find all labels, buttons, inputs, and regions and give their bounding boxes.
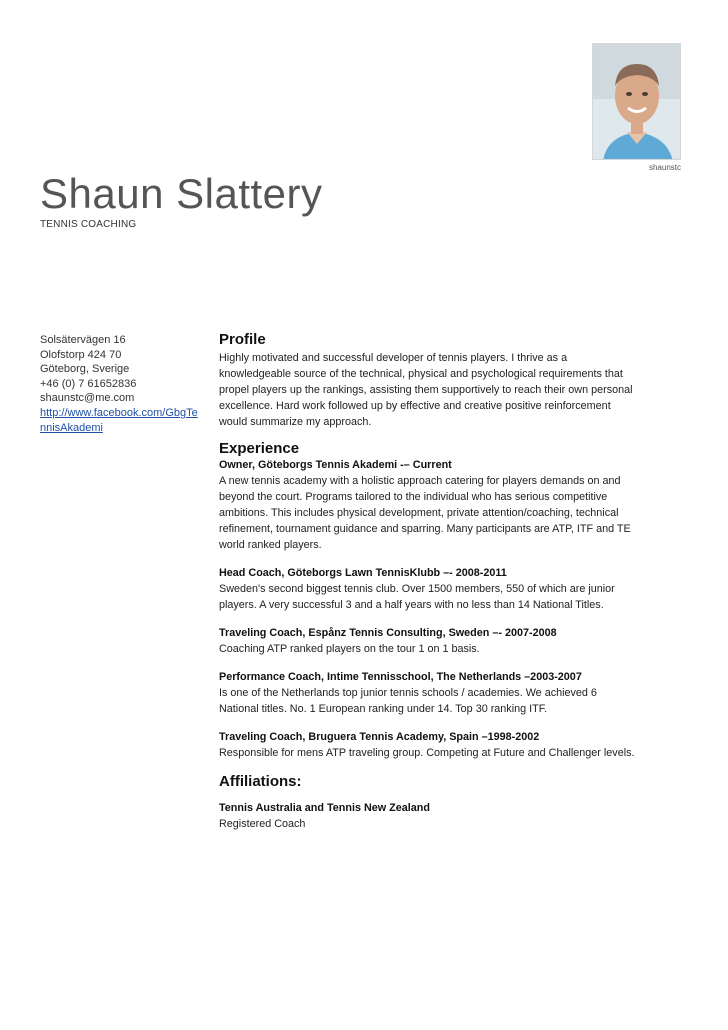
- website-link[interactable]: http://www.facebook.com/GbgTennisAkademi: [40, 406, 198, 434]
- job-title: Head Coach, Göteborgs Lawn TennisKlubb –- 2008-2011: [219, 567, 507, 579]
- phone-number: +46 (0) 7 61652836: [40, 377, 137, 390]
- job-entry: [219, 565, 639, 613]
- experience-heading: Experience: [219, 440, 300, 457]
- job-description: Is one of the Netherlands top junior tennis schools / academies. We achieved 6 National titles. No. 1 European ranking under 14. Top 30 ranking ITF.: [219, 687, 597, 715]
- job-title: Traveling Coach, Espånz Tennis Consulting, Sweden –- 2007-2008: [219, 627, 557, 639]
- tagline: TENNIS COACHING: [40, 219, 137, 230]
- job-entry: [219, 669, 639, 717]
- job-description: Sweden's second biggest tennis club. Over 1500 members, 550 of which are junior players. A very successful 3 and a half years with no less than 14 National Titles.: [219, 583, 615, 611]
- contact-sidebar: [40, 333, 202, 435]
- profile-heading: Profile: [219, 331, 266, 348]
- job-title: Performance Coach, Intime Tennisschool, The Netherlands –2003-2007: [219, 671, 582, 683]
- main-content: [219, 331, 639, 844]
- job-entry: [219, 457, 639, 553]
- job-entry: [219, 729, 639, 761]
- profile-text: Highly motivated and successful developer of tennis players. I thrive as a knowledgeable source of the technical, physical and psychological requirements that propel players up the rankings, assisting them supportively to reach their own personal excellence. Hard work followed up by effective and creative positive reinforcement would summarize my approach.: [219, 352, 633, 428]
- portrait-image: [593, 44, 681, 160]
- affiliation-description: Registered Coach: [219, 818, 306, 830]
- job-description: Responsible for mens ATP traveling group. Competing at Future and Challenger levels.: [219, 747, 635, 759]
- profile-photo: [592, 43, 681, 160]
- address-city: Göteborg, Sverige: [40, 363, 130, 376]
- job-title: Owner, Göteborgs Tennis Akademi -– Current: [219, 459, 452, 471]
- job-entry: [219, 625, 639, 657]
- address-postal: Olofstorp 424 70: [40, 348, 122, 361]
- affiliation-entry: [219, 800, 639, 832]
- person-name: Shaun Slattery: [40, 170, 323, 217]
- job-description: A new tennis academy with a holistic approach catering for players demands on and beyond the court. Programs tailored to the individual who has serious competitive ambitions. This includes physical development, private attention/coaching, technical refinement, tournament guidance and sparring. Many participants are ATP, ITF and TE world ranked players.: [219, 475, 631, 551]
- photo-caption: shaunstc: [648, 163, 681, 172]
- job-description: Coaching ATP ranked players on the tour 1 on 1 basis.: [219, 643, 480, 655]
- affiliation-title: Tennis Australia and Tennis New Zealand: [219, 802, 430, 814]
- affiliations-heading: Affiliations:: [219, 773, 302, 790]
- email-address: shaunstc@me.com: [40, 392, 135, 405]
- address-street: Solsätervägen 16: [40, 334, 126, 346]
- job-title: Traveling Coach, Bruguera Tennis Academy, Spain –1998-2002: [219, 731, 540, 743]
